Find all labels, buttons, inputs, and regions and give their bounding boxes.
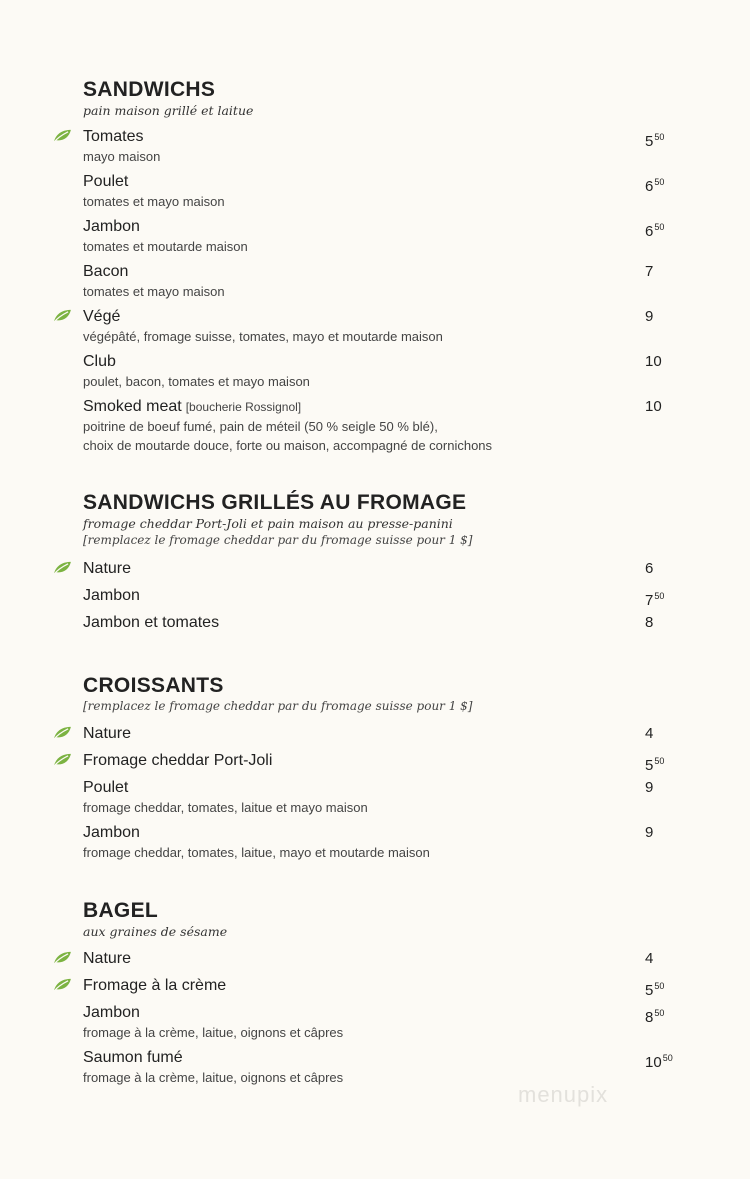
menu-item: [83, 217, 683, 256]
menu-item: [83, 1003, 683, 1042]
item-name: [83, 976, 683, 996]
item-price: [645, 559, 653, 579]
item-description: tomates et mayo maison: [83, 194, 225, 209]
item-description: fromage cheddar, tomates, laitue, mayo et moutarde maison: [83, 845, 430, 860]
item-source: [boucherie Rossignol]: [185, 400, 302, 414]
item-name-text: Nature: [83, 725, 132, 742]
item-description: poitrine de boeuf fumé, pain de méteil (50 % seigle 50 % blé),: [83, 419, 438, 434]
item-price: [645, 1003, 664, 1028]
item-name-text: Jambon: [83, 587, 140, 604]
item-name-text: Jambon: [83, 1004, 140, 1021]
menu-section: [83, 674, 683, 862]
menu-item: [83, 172, 683, 211]
item-description: tomates et moutarde maison: [83, 239, 248, 254]
price-cents: 50: [654, 177, 665, 187]
price-cents: 50: [654, 222, 665, 232]
menu-item: [83, 751, 683, 774]
section-title: SANDWICHS GRILLÉS AU FROMAGE: [83, 491, 467, 514]
item-name: [83, 724, 683, 744]
section-title: CROISSANTS: [83, 674, 224, 697]
leaf-icon: [53, 309, 72, 323]
item-list: [83, 559, 683, 633]
menu-section: [83, 899, 683, 1087]
price-main: 5: [645, 133, 654, 150]
item-name: [83, 217, 683, 237]
item-price: [645, 262, 653, 282]
menu-item: [83, 613, 683, 633]
item-price: [645, 613, 653, 633]
price-main: 4: [645, 950, 654, 967]
menu-item: [83, 127, 683, 166]
item-name-text: Saumon fumé: [83, 1049, 183, 1066]
menu-item: [83, 949, 683, 969]
price-main: 8: [645, 614, 654, 631]
menu-item: [83, 724, 683, 744]
item-name-text: Club: [83, 353, 116, 370]
item-price: [645, 823, 653, 843]
section-note: [remplacez le fromage cheddar par du fromage suisse pour 1 $]: [83, 533, 473, 547]
menu-item: [83, 778, 683, 817]
price-cents: 50: [654, 981, 665, 991]
item-name-text: Bacon: [83, 263, 129, 280]
price-main: 9: [645, 779, 654, 796]
item-description: fromage à la crème, laitue, oignons et câpres: [83, 1070, 344, 1085]
item-price: [645, 172, 664, 197]
item-name: [83, 397, 683, 417]
item-name: [83, 172, 683, 192]
item-price: [645, 397, 662, 417]
section-title: SANDWICHS: [83, 78, 216, 101]
watermark: menupix: [518, 1082, 609, 1107]
item-name: [83, 352, 683, 372]
leaf-icon: [53, 129, 72, 143]
item-name: [83, 262, 683, 282]
item-price: [645, 217, 664, 242]
item-name-text: Jambon: [83, 218, 140, 235]
item-price: [645, 724, 653, 744]
item-name-text: Smoked meat: [83, 398, 182, 415]
price-main: 5: [645, 982, 654, 999]
menu-item: [83, 397, 683, 455]
menu-item: [83, 559, 683, 579]
item-name-text: Tomates: [83, 128, 144, 145]
leaf-icon: [53, 951, 72, 965]
item-price: [645, 352, 662, 372]
price-cents: 50: [654, 756, 665, 766]
item-name-text: Nature: [83, 950, 132, 967]
price-main: 7: [645, 263, 654, 280]
price-main: 7: [645, 592, 654, 609]
price-main: 8: [645, 1009, 654, 1026]
item-price: [645, 127, 664, 152]
item-description: végépâté, fromage suisse, tomates, mayo et moutarde maison: [83, 329, 443, 344]
price-main: 9: [645, 308, 654, 325]
item-name: [83, 1048, 683, 1068]
item-name: [83, 778, 683, 798]
price-main: 4: [645, 725, 654, 742]
item-name-text: Fromage cheddar Port-Joli: [83, 752, 273, 769]
item-name: [83, 613, 683, 633]
menu-section: [83, 491, 683, 633]
leaf-icon: [53, 753, 72, 767]
menu-section: [83, 78, 683, 455]
item-name-text: Fromage à la crème: [83, 977, 227, 994]
leaf-icon: [53, 978, 72, 992]
price-cents: 50: [654, 591, 665, 601]
item-price: [645, 1048, 673, 1073]
item-price: [645, 307, 653, 327]
price-main: 6: [645, 560, 654, 577]
item-name-text: Végé: [83, 308, 121, 325]
item-name: [83, 586, 683, 606]
item-list: [83, 724, 683, 862]
item-name: [83, 823, 683, 843]
section-subtitle: pain maison grillé et laitue: [83, 103, 254, 118]
item-name: [83, 751, 683, 771]
price-main: 10: [645, 353, 662, 370]
item-description: fromage cheddar, tomates, laitue et mayo maison: [83, 800, 368, 815]
item-name: [83, 949, 683, 969]
item-list: [83, 949, 683, 1087]
price-cents: 50: [662, 1053, 673, 1063]
item-name-text: Poulet: [83, 779, 129, 796]
menu-item: [83, 352, 683, 391]
item-name-text: Poulet: [83, 173, 129, 190]
section-subtitle: fromage cheddar Port-Joli et pain maison au presse-panini: [83, 516, 453, 531]
item-name-text: Nature: [83, 560, 132, 577]
item-description: tomates et mayo maison: [83, 284, 225, 299]
price-main: 6: [645, 223, 654, 240]
item-price: [645, 778, 653, 798]
item-description: poulet, bacon, tomates et mayo maison: [83, 374, 310, 389]
leaf-icon: [53, 726, 72, 740]
item-name-text: Jambon: [83, 824, 140, 841]
menu-item: [83, 307, 683, 346]
price-cents: 50: [654, 1008, 665, 1018]
menu-item: [83, 586, 683, 609]
price-main: 6: [645, 178, 654, 195]
item-name: [83, 307, 683, 327]
item-price: [645, 751, 664, 776]
item-list: [83, 127, 683, 455]
item-name: [83, 559, 683, 579]
price-main: 5: [645, 757, 654, 774]
item-description: mayo maison: [83, 149, 161, 164]
item-name: [83, 1003, 683, 1023]
section-subtitle: aux graines de sésame: [83, 924, 228, 939]
leaf-icon: [53, 561, 72, 575]
item-description: fromage à la crème, laitue, oignons et câpres: [83, 1025, 344, 1040]
price-main: 10: [645, 1054, 662, 1071]
item-description: choix de moutarde douce, forte ou maison, accompagné de cornichons: [83, 438, 493, 453]
price-cents: 50: [654, 132, 665, 142]
item-name-text: Jambon et tomates: [83, 614, 220, 631]
price-main: 10: [645, 398, 662, 415]
section-title: BAGEL: [83, 899, 158, 922]
item-price: [645, 949, 653, 969]
price-main: 9: [645, 824, 654, 841]
section-note: [remplacez le fromage cheddar par du fromage suisse pour 1 $]: [83, 699, 473, 713]
menu-item: [83, 823, 683, 862]
menu-item: [83, 262, 683, 301]
item-price: [645, 586, 664, 611]
menu-item: [83, 976, 683, 999]
item-name: [83, 127, 683, 147]
item-price: [645, 976, 664, 1001]
